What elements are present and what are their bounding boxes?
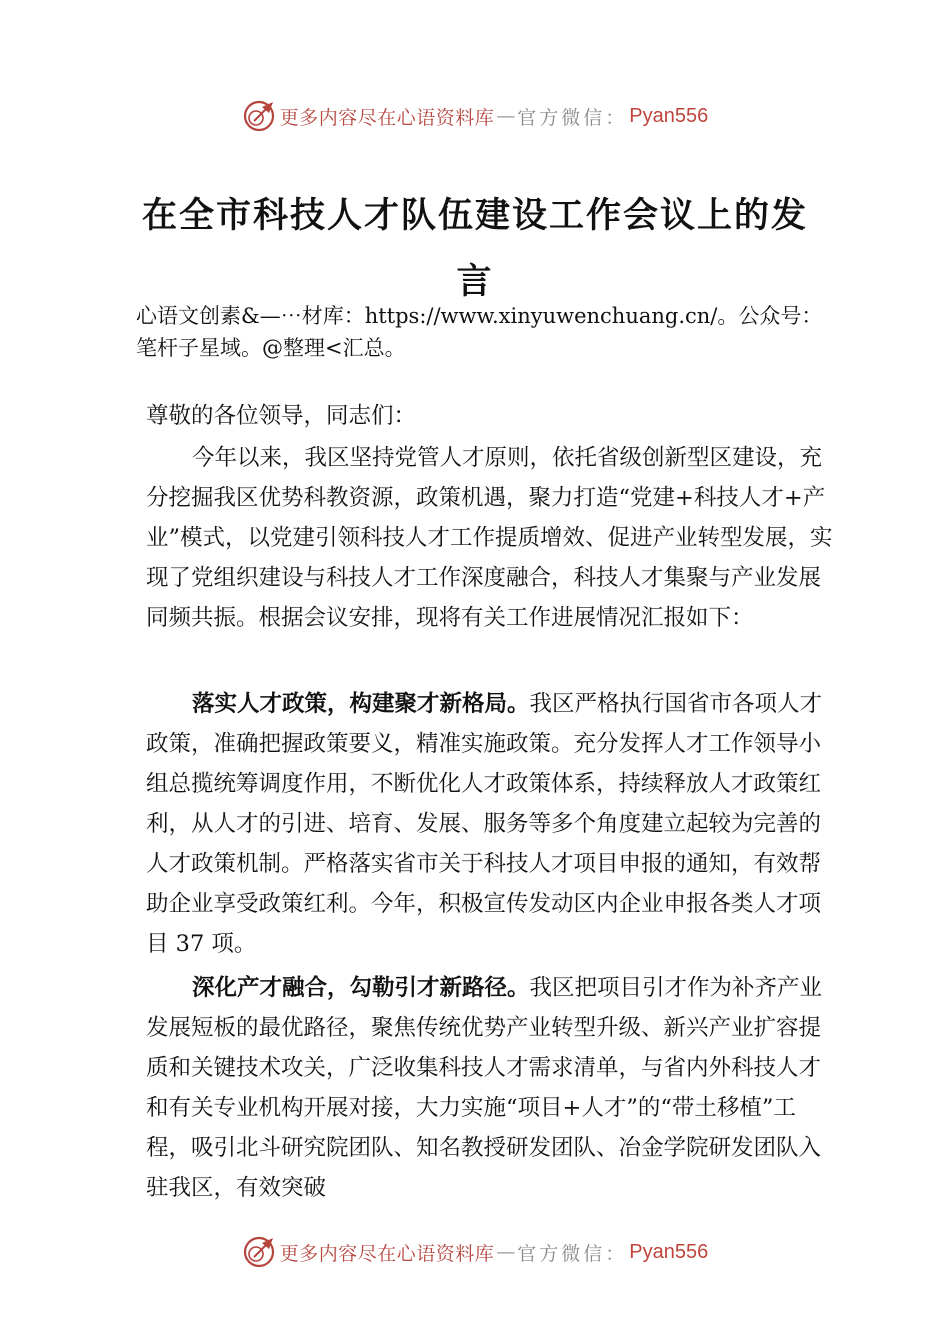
- paragraph-policy-heading: 落实人才政策，构建聚才新格局。: [192, 691, 530, 717]
- banner-wechat-id: Pyan556: [629, 1240, 709, 1263]
- banner-text: 更多内容尽在心语资料库: [279, 106, 495, 129]
- header-banner: [0, 96, 950, 136]
- paragraph-integration: [146, 968, 836, 1208]
- paragraph-intro: 今年以来，我区坚持党管人才原则，依托省级创新型区建设，充分挖掘我区优势科教资源，政策机遇，聚力打造“党建+科技人才+产业”模式，以党建引领科技人才工作提质增效、促进产业转型发展，实现了党组织建设与科技人才工作深度融合，科技人才集聚与产业发展同频共振。根据会议安排，现将有关工作进展情况汇报如下：: [146, 445, 833, 631]
- source-note: 心语文创素&—⋯材库：https://www.xinyuwenchuang.cn/。公众号：笔杆子星域。@整理<汇总。: [136, 304, 823, 360]
- pen-logo-icon: [242, 99, 276, 133]
- banner-text: 更多内容尽在心语资料库: [279, 1242, 495, 1265]
- paragraph-integration-body: 我区把项目引才作为补齐产业发展短板的最优路径，聚焦传统优势产业转型升级、新兴产业扩容提质和关键技术攻关，广泛收集科技人才需求清单，与省内外科技人才和有关专业机构开展对接，大力实施“项目+人才”的“带土移植”工程，吸引北斗研究院团队、知名教授研发团队、冶金学院研发团队入驻我区，有效突破: [146, 975, 823, 1201]
- paragraph-integration-heading: 深化产才融合，勾勒引才新路径。: [192, 975, 530, 1001]
- banner-wechat-label: 官方微信：: [517, 106, 628, 129]
- footer-banner: [0, 1232, 950, 1272]
- banner-wechat-id: Pyan556: [629, 104, 709, 127]
- paragraph-policy: [146, 684, 836, 964]
- banner-wechat-label: 官方微信：: [517, 1242, 628, 1265]
- pen-logo-icon: [242, 1235, 276, 1269]
- document-title-line2: 言: [456, 261, 494, 302]
- paragraph-policy-body: 我区严格执行国省市各项人才政策，准确把握政策要义，精准实施政策。充分发挥人才工作领导小组总揽统筹调度作用，不断优化人才政策体系，持续释放人才政策红利，从人才的引进、培育、发展、服务等多个角度建立起较为完善的人才政策机制。严格落实省市关于科技人才项目申报的通知，有效帮助企业享受政策红利。今年，积极宣传发动区内企业申报各类人才项目 37 项。: [146, 691, 823, 957]
- banner-separator: —: [496, 105, 516, 127]
- banner-separator: —: [496, 1241, 516, 1263]
- document-title-line1: 在全市科技人才队伍建设工作会议上的发: [141, 195, 808, 236]
- salutation: 尊敬的各位领导，同志们：: [146, 403, 417, 429]
